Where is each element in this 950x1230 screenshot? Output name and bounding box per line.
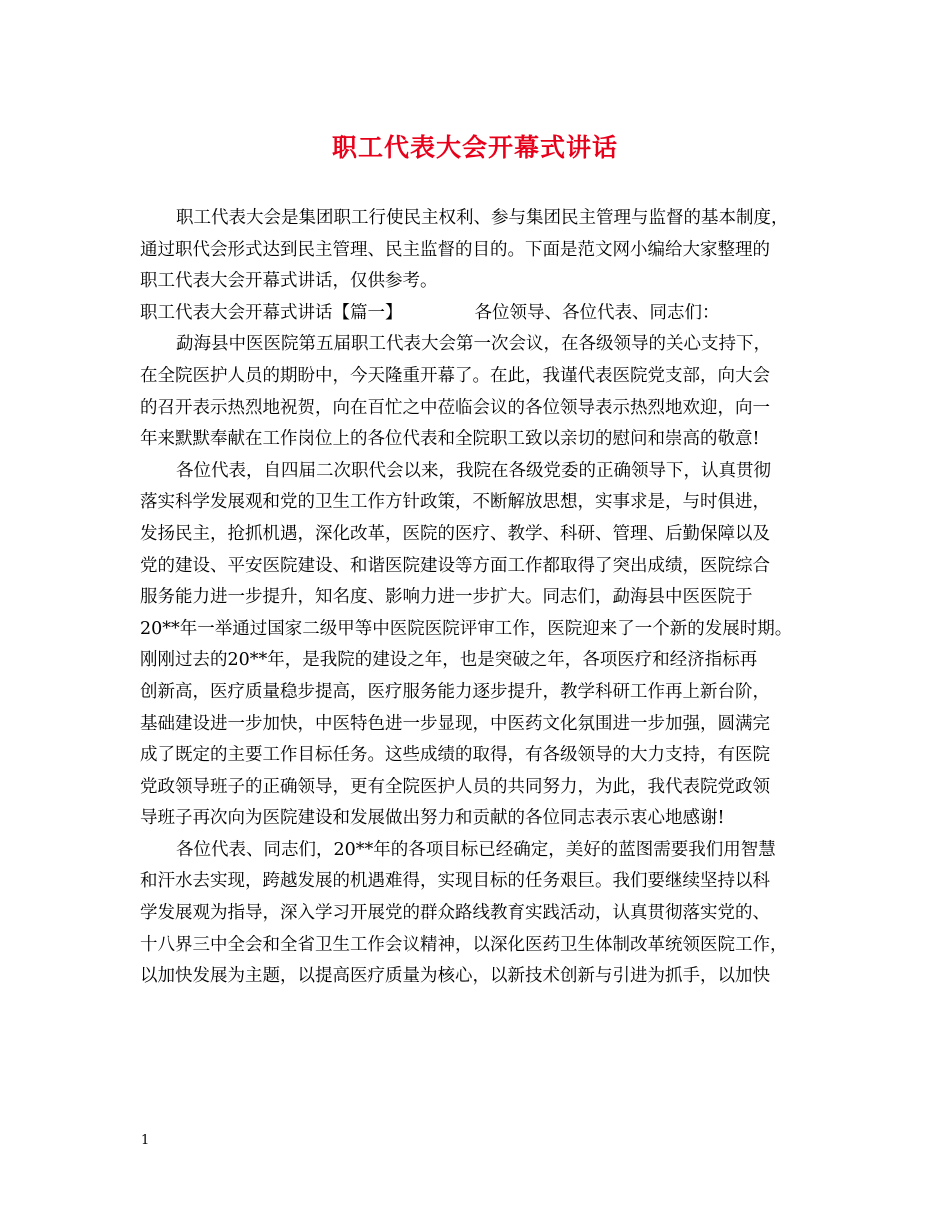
section-heading: 职工代表大会开幕式讲话【篇一】 xyxy=(140,302,403,323)
text-line: 和汗水去实现，跨越发展的机遇难得，实现目标的任务艰巨。我们要继续坚持以科 xyxy=(140,871,770,892)
text-line: 发扬民主，抢抓机遇，深化改革，医院的医疗、教学、科研、管理、后勤保障以及 xyxy=(140,523,770,544)
text-line: 的召开表示热烈地祝贺，向在百忙之中莅临会议的各位领导表示热烈地欢迎，向一 xyxy=(140,397,770,418)
section-heading-line xyxy=(140,298,830,330)
text-line: 学发展观为指导，深入学习开展党的群众路线教育实践活动，认真贯彻落实党的、 xyxy=(140,903,770,924)
page-number: 1 xyxy=(141,1133,150,1148)
text-line: 成了既定的主要工作目标任务。这些成绩的取得，有各级领导的大力支持，有医院 xyxy=(140,745,770,766)
text-line: 职工代表大会开幕式讲话，仅供参考。 xyxy=(140,271,438,292)
text-line: 年来默默奉献在工作岗位上的各位代表和全院职工致以亲切的慰问和崇高的敬意! xyxy=(140,429,760,450)
text-line: 各位代表、同志们，20**年的各项目标已经确定，美好的蓝图需要我们用智慧 xyxy=(176,839,776,860)
text-line: 各位代表，自四届二次职代会以来，我院在各级党委的正确领导下，认真贯彻 xyxy=(176,460,771,481)
text-line: 职工代表大会是集团职工行使民主权利、参与集团民主管理与监督的基本制度， xyxy=(176,208,789,228)
text-line: 党的建设、平安医院建设、和谐医院建设等方面工作都取得了突出成绩，医院综合 xyxy=(140,555,770,576)
text-line: 导班子再次向为医院建设和发展做出努力和贡献的各位同志表示衷心地感谢! xyxy=(140,808,725,829)
text-line: 在全院医护人员的期盼中，今天隆重开幕了。在此，我谨代表医院党支部，向大会 xyxy=(140,365,770,386)
salutation: 各位领导、各位代表、同志们： xyxy=(474,302,720,323)
text-line: 20**年一举通过国家二级甲等中医院医院评审工作，医院迎来了一个新的发展时期。 xyxy=(140,618,793,639)
text-line: 刚刚过去的20**年，是我院的建设之年，也是突破之年，各项医疗和经济指标再 xyxy=(140,650,758,671)
text-line: 党政领导班子的正确领导，更有全院医护人员的共同努力，为此，我代表院党政领 xyxy=(140,776,770,797)
text-line: 基础建设进一步加快，中医特色进一步显现，中医药文化氛围进一步加强，圆满完 xyxy=(140,713,770,734)
text-line: 十八界三中全会和全省卫生工作会议精神，以深化医药卫生体制改革统领医院工作， xyxy=(140,934,788,955)
text-line: 创新高，医疗质量稳步提高，医疗服务能力逐步提升，教学科研工作再上新台阶， xyxy=(140,681,770,702)
text-line: 服务能力进一步提升，知名度、影响力进一步扩大。同志们，勐海县中医医院于 xyxy=(140,587,753,608)
document-body xyxy=(140,203,830,993)
text-line: 通过职代会形式达到民主管理、民主监督的目的。下面是范文网小编给大家整理的 xyxy=(140,239,770,260)
text-line: 落实科学发展观和党的卫生工作方针政策，不断解放思想，实事求是，与时俱进， xyxy=(140,492,770,513)
text-line: 以加快发展为主题，以提高医疗质量为核心，以新技术创新与引进为抓手，以加快 xyxy=(140,966,770,987)
document-title: 职工代表大会开幕式讲话 xyxy=(331,133,618,162)
text-line: 勐海县中医医院第五届职工代表大会第一次会议，在各级领导的关心支持下， xyxy=(176,334,771,355)
